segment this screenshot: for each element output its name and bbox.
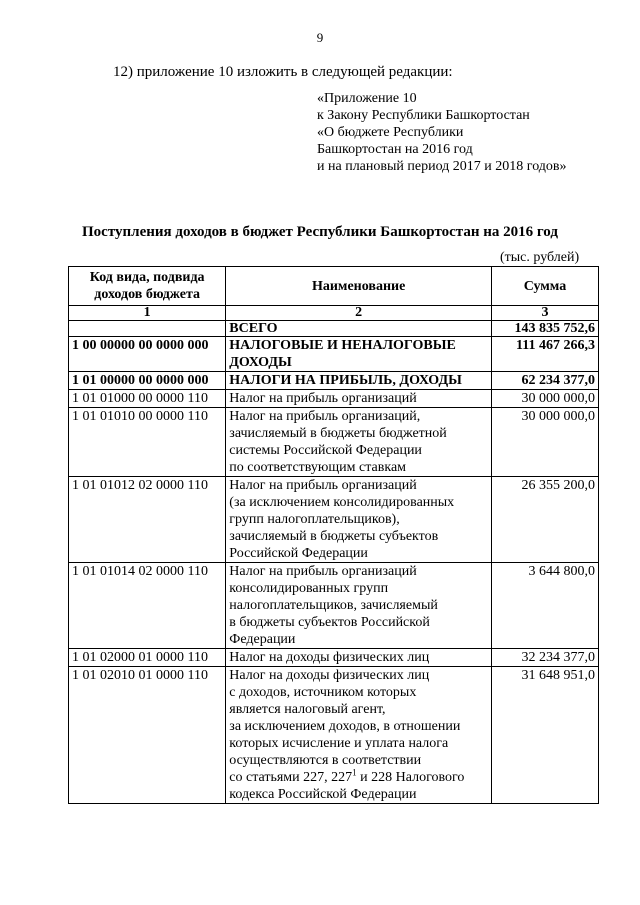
column-number-row bbox=[69, 306, 599, 321]
document-title: Поступления доходов в бюджет Республики Башкортостан на 2016 год bbox=[82, 224, 558, 240]
column-number: 2 bbox=[226, 306, 492, 321]
table-body bbox=[69, 306, 599, 804]
row-sum: 62 234 377,0 bbox=[491, 372, 598, 390]
table-row bbox=[69, 563, 599, 649]
table-row bbox=[69, 372, 599, 390]
row-name bbox=[226, 667, 492, 804]
table-row bbox=[69, 649, 599, 667]
appendix-line: Башкортостан на 2016 год bbox=[317, 142, 473, 157]
row-sum: 32 234 377,0 bbox=[491, 649, 598, 667]
row-sum: 3 644 800,0 bbox=[491, 563, 598, 649]
row-sum: 143 835 752,6 bbox=[491, 321, 598, 337]
row-code: 1 01 02000 01 0000 110 bbox=[69, 649, 226, 667]
table-row bbox=[69, 321, 599, 337]
row-name: НАЛОГОВЫЕ И НЕНАЛОГОВЫЕ ДОХОДЫ bbox=[226, 337, 492, 372]
row-name: Налог на прибыль организаций bbox=[226, 390, 492, 408]
row-name-text-continued: и 228 Налогового кодекса Российской Федерации bbox=[229, 770, 465, 802]
table-row bbox=[69, 477, 599, 563]
row-name-text: Налог на доходы физических лиц с доходов, источником которых является налоговый агент, за исключением доходов, в отношении которых исчисление и уплата налога осуществляются в соответствии со статьями 227, 227 bbox=[229, 668, 461, 785]
table-row bbox=[69, 408, 599, 477]
row-name: Налог на прибыль организаций (за исключением консолидированных групп налогоплательщиков), зачисляемый в бюджеты субъектов Российской Федерации bbox=[226, 477, 492, 563]
row-code: 1 01 01000 00 0000 110 bbox=[69, 390, 226, 408]
header-code: Код вида, подвида доходов бюджета bbox=[69, 267, 226, 306]
row-code: 1 00 00000 00 0000 000 bbox=[69, 337, 226, 372]
revenue-table bbox=[68, 266, 599, 804]
row-name: Налог на прибыль организаций консолидированных групп налогоплательщиков, зачисляемый в бюджеты субъектов Российской Федерации bbox=[226, 563, 492, 649]
row-name: НАЛОГИ НА ПРИБЫЛЬ, ДОХОДЫ bbox=[226, 372, 492, 390]
appendix-line: «Приложение 10 bbox=[317, 91, 417, 106]
row-code bbox=[69, 321, 226, 337]
row-sum: 30 000 000,0 bbox=[491, 390, 598, 408]
table-row bbox=[69, 337, 599, 372]
row-code: 1 01 01012 02 0000 110 bbox=[69, 477, 226, 563]
page-number: 9 bbox=[316, 30, 324, 45]
column-number: 3 bbox=[491, 306, 598, 321]
row-name-superscript: 1 bbox=[352, 767, 357, 778]
header-sum: Сумма bbox=[491, 267, 598, 306]
table-row bbox=[69, 390, 599, 408]
table-row bbox=[69, 667, 599, 804]
appendix-line: к Закону Республики Башкортостан bbox=[317, 108, 530, 123]
row-code: 1 01 01010 00 0000 110 bbox=[69, 408, 226, 477]
row-name: Налог на прибыль организаций, зачисляемый в бюджеты бюджетной системы Российской Федерации по соответствующим ставкам bbox=[226, 408, 492, 477]
appendix-line: «О бюджете Республики bbox=[317, 125, 464, 140]
units-label: (тыс. рублей) bbox=[500, 250, 580, 265]
table-header-row bbox=[69, 267, 599, 306]
row-sum: 26 355 200,0 bbox=[491, 477, 598, 563]
row-sum: 30 000 000,0 bbox=[491, 408, 598, 477]
row-code: 1 01 00000 00 0000 000 bbox=[69, 372, 226, 390]
column-number: 1 bbox=[69, 306, 226, 321]
appendix-header bbox=[317, 90, 567, 175]
row-name: Налог на доходы физических лиц bbox=[226, 649, 492, 667]
row-sum: 31 648 951,0 bbox=[491, 667, 598, 804]
row-code: 1 01 01014 02 0000 110 bbox=[69, 563, 226, 649]
amendment-intro: 12) приложение 10 изложить в следующей редакции: bbox=[113, 64, 453, 80]
header-name: Наименование bbox=[226, 267, 492, 306]
appendix-line: и на плановый период 2017 и 2018 годов» bbox=[317, 159, 567, 174]
row-name: ВСЕГО bbox=[226, 321, 492, 337]
row-sum: 111 467 266,3 bbox=[491, 337, 598, 372]
row-code: 1 01 02010 01 0000 110 bbox=[69, 667, 226, 804]
